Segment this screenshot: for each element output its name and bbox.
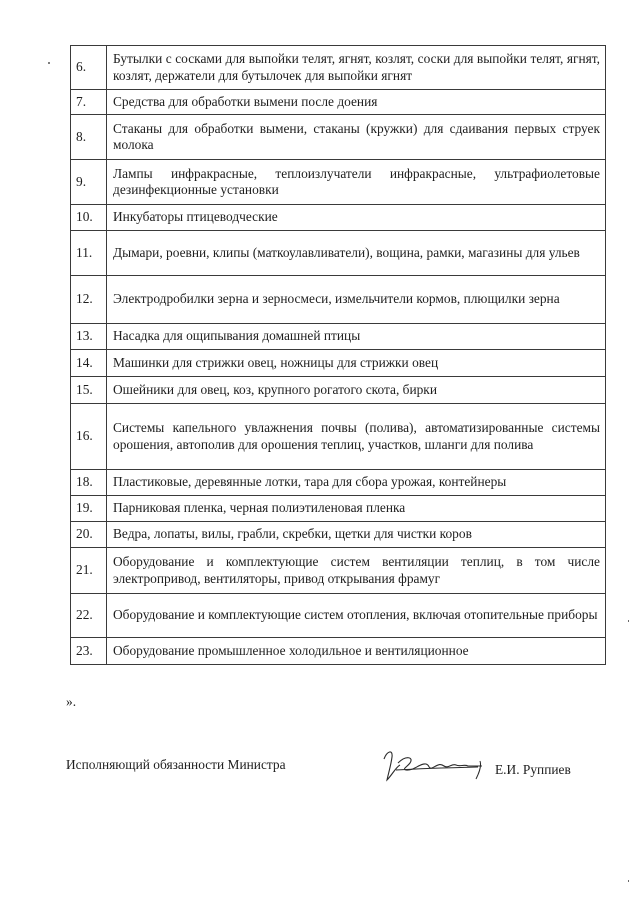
row-text: Оборудование и комплектующие систем отопления, включая отопительные приборы (107, 594, 606, 638)
row-number: 7. (71, 90, 107, 115)
table-row (71, 522, 606, 548)
row-number: 10. (71, 205, 107, 231)
row-number: 8. (71, 115, 107, 160)
row-text: Пластиковые, деревянные лотки, тара для сбора урожая, контейнеры (107, 470, 606, 496)
table-row (71, 160, 606, 205)
row-number: 23. (71, 638, 107, 665)
row-number: 9. (71, 160, 107, 205)
row-number: 21. (71, 548, 107, 594)
row-number: 12. (71, 276, 107, 324)
row-number: 13. (71, 324, 107, 350)
row-number: 19. (71, 496, 107, 522)
row-number: 22. (71, 594, 107, 638)
scan-speck (628, 620, 629, 622)
row-number: 15. (71, 377, 107, 404)
row-number: 14. (71, 350, 107, 377)
row-number: 6. (71, 46, 107, 90)
table-row (71, 46, 606, 90)
table-row (71, 90, 606, 115)
row-number: 16. (71, 404, 107, 470)
row-number: 11. (71, 231, 107, 276)
table-row (71, 324, 606, 350)
table-row (71, 231, 606, 276)
row-text: Машинки для стрижки овец, ножницы для стрижки овец (107, 350, 606, 377)
row-text: Дымари, роевни, клипы (маткоулавливатели), вощина, рамки, магазины для ульев (107, 231, 606, 276)
row-text: Лампы инфракрасные, теплоизлучатели инфракрасные, ультрафиолетовые дезинфекционные установки (107, 160, 606, 205)
row-text: Оборудование промышленное холодильное и вентиляционное (107, 638, 606, 665)
row-number: 20. (71, 522, 107, 548)
table-row (71, 276, 606, 324)
table-row (71, 594, 606, 638)
row-text: Ошейники для овец, коз, крупного рогатого скота, бирки (107, 377, 606, 404)
table-row (71, 496, 606, 522)
row-text: Электродробилки зерна и зерносмеси, измельчители кормов, плющилки зерна (107, 276, 606, 324)
row-number: 18. (71, 470, 107, 496)
table-row (71, 205, 606, 231)
table-row (71, 548, 606, 594)
row-text: Ведра, лопаты, вилы, грабли, скребки, щетки для чистки коров (107, 522, 606, 548)
table-row (71, 404, 606, 470)
row-text: Стаканы для обработки вымени, стаканы (кружки) для сдаивания первых струек молока (107, 115, 606, 160)
signatory-position: Исполняющий обязанности Министра (66, 757, 286, 772)
row-text: Средства для обработки вымени после доения (107, 90, 606, 115)
table-row (71, 377, 606, 404)
table-row (71, 350, 606, 377)
handwritten-signature (378, 745, 498, 785)
row-text: Оборудование и комплектующие систем вентиляции теплиц, в том числе электропривод, вентиляторы, привод открывания фрамуг (107, 548, 606, 594)
table-row (71, 638, 606, 665)
goods-table (70, 45, 606, 665)
row-text: Насадка для ощипывания домашней птицы (107, 324, 606, 350)
scan-speck (48, 62, 50, 64)
closing-quote: ». (66, 694, 77, 709)
signatory-name: Е.И. Руппиев (495, 762, 571, 777)
table-row (71, 470, 606, 496)
row-text: Парниковая пленка, черная полиэтиленовая пленка (107, 496, 606, 522)
row-text: Системы капельного увлажнения почвы (полива), автоматизированные системы орошения, автополив для орошения теплиц, участков, шланги для полива (107, 404, 606, 470)
table-row (71, 115, 606, 160)
row-text: Инкубаторы птицеводческие (107, 205, 606, 231)
scan-speck (628, 880, 629, 882)
row-text: Бутылки с сосками для выпойки телят, ягнят, козлят, соски для выпойки телят, ягнят, козлят, держатели для бутылочек для выпойки ягнят (107, 46, 606, 90)
